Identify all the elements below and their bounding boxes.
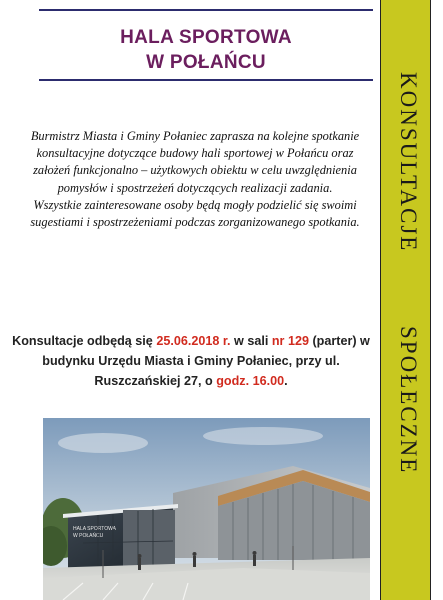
- side-band-background: [380, 0, 431, 600]
- meeting-time: godz. 16.00: [216, 374, 285, 388]
- invitation-text: [20, 128, 370, 231]
- side-band-word-2: SPOŁECZNE: [396, 326, 421, 475]
- info-part-1: Konsultacje odbędą się: [12, 334, 157, 348]
- title-box: [39, 9, 373, 81]
- building-rendering: [43, 418, 370, 600]
- side-band-word-1: KONSULTACJE: [396, 72, 421, 253]
- info-part-2: w sali: [230, 334, 272, 348]
- invitation-paragraph-1: Burmistrz Miasta i Gminy Połaniec zaprasza na kolejne spotkanie konsultacyjne dotyczące budowy hali sportowej w Połańcu oraz założeń funkcjonalno – użytkowych obiektu w celu uwzględnienia pomysłów i spostrzeżeń dotyczących realizacji zadania.: [30, 129, 360, 195]
- title-line-1: HALA SPORTOWA: [120, 27, 292, 48]
- side-band: [380, 0, 443, 600]
- building-sign-line-2: W POŁAŃCU: [73, 533, 104, 539]
- building-sign-line-1: HALA SPORTOWA: [73, 526, 116, 532]
- title-line-2: W POŁAŃCU: [146, 52, 266, 73]
- meeting-date: 25.06.2018 r.: [156, 334, 231, 348]
- meeting-info: [12, 331, 370, 391]
- meeting-room: nr 129: [271, 334, 309, 348]
- invitation-paragraph-2: Wszystkie zainteresowane osoby będą mogły podzielić się swoimi sugestiami i spostrzeżeniami podczas zorganizowanego spotkania.: [30, 197, 360, 230]
- info-part-4: .: [284, 374, 288, 388]
- building-rendering-image: [43, 418, 370, 600]
- info-part-3: (parter) w budynku Urzędu Miasta i Gminy Połaniec, przy ul. Ruszczańskiej 27, o: [42, 334, 370, 388]
